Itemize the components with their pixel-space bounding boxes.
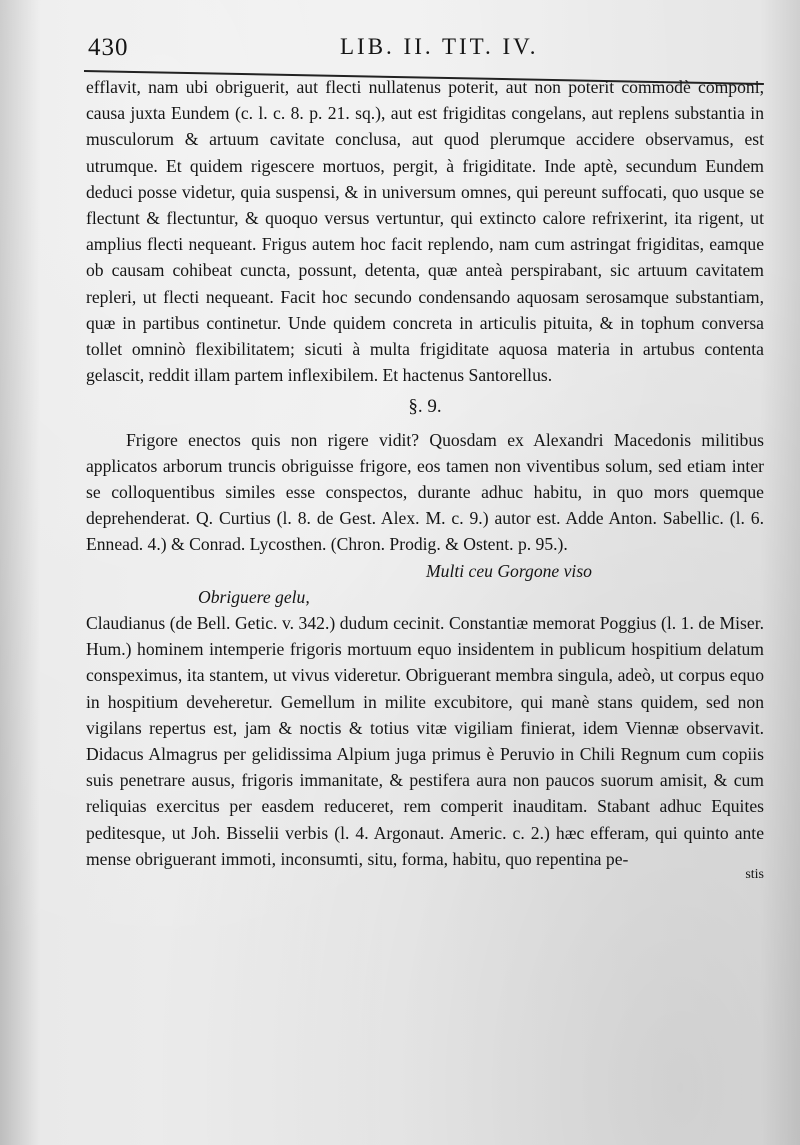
page-header xyxy=(60,34,760,64)
verse-line-1: Multi ceu Gorgone viso xyxy=(426,560,592,581)
paragraph-claudianus: Claudianus (de Bell. Getic. v. 342.) dudum cecinit. Constantiæ memorat Poggius (l. 1. de Miser. Hum.) hominem intemperie frigoris mortuum equo insidentem in publicum hospitium delatum conspeximus, ita stantem, ut vivus videretur. Obriguerant membra singula, adeò, ut corpus equo in hospitium deveheretur. Gemellum in milite excubitore, qui manè stans quidem, sed non vigilans repertus est, jam & noctis & totius vitæ vigiliam finierat, idem Viennæ observavit. Didacus Almagrus per gelidissima Alpium juga primus è Peruvio in Chili Regnum cum copiis suis penetrare ausus, frigoris immanitate, & pestifera aura non paucos suorum amisit, & cum reliquias exercitus per easdem reduceret, rem comperit inauditam. Stabant adhuc Equites peditesque, ut Joh. Bisselii verbis (l. 4. Argonaut. Americ. c. 2.) hæc efferam, qui quinto ante mense obriguerant immoti, inconsumti, situ, forma, habitu, quo repentina pe- xyxy=(86,613,764,869)
section-mark: §. 9. xyxy=(408,396,442,418)
page-number: 430 xyxy=(88,34,129,61)
paragraph-santorellus: efflavit, nam ubi obriguerit, aut flecti nullatenus poterit, aut non poterit commodè componi, causa juxta Eundem (c. l. c. 8. p. 21. sq.), aut est frigiditas congelans, aut replens substantia in musculorum & artuum cavitate conclusa, aut quod plerumque accidere observamus, est utrumque. Et quidem rigescere mortuos, pergit, à frigiditate. Inde aptè, secundum Eundem deduci posse videtur, quia suspensi, & in universum omnes, qui pereunt suffocati, quo usque se flectunt & flectuntur, & quoquo versus vertuntur, qui extincto calore refrixerint, ita rigent, ut amplius flecti nequeant. Frigus autem hoc facit replendo, nam cum astringat frigiditas, eamque ob causam cohibeat cuncta, possunt, detenta, quæ anteà perspirabant, sic artuum cavitatem repleri, ut flecti nequeant. Facit hoc secundo condensando aquosam serosamque substantiam, quæ in partibus continetur. Unde quidem concreta in articulis pituita, & in tophum conversa tollet omninò flexibilitatem; sicuti à multa frigiditate aquosa materia in artubus contenta gelascit, reddit illam partem inflexibilem. Et hactenus Santorellus. xyxy=(86,77,764,386)
verse-line-2: Obriguere gelu, xyxy=(198,586,310,607)
catchword: stis xyxy=(745,867,764,883)
paragraph-frigore-enectos: Frigore enectos quis non rigere vidit? Quosdam ex Alexandri Macedonis militibus applicatos arborum truncis obriguisse frigore, eos tamen non viventibus solum, sed etiam inter se colloquentibus similes esse conspectos, durante adhuc habitu, in quo mors quemque deprehenderat. Q. Curtius (l. 8. de Gest. Alex. M. c. 9.) autor est. Adde Anton. Sabellic. (l. 6. Ennead. 4.) & Conrad. Lycosthen. (Chron. Prodig. & Ostent. p. 95.). xyxy=(86,429,764,555)
main-text xyxy=(86,74,764,882)
running-head: LIB. II. TIT. IV. xyxy=(340,34,539,59)
